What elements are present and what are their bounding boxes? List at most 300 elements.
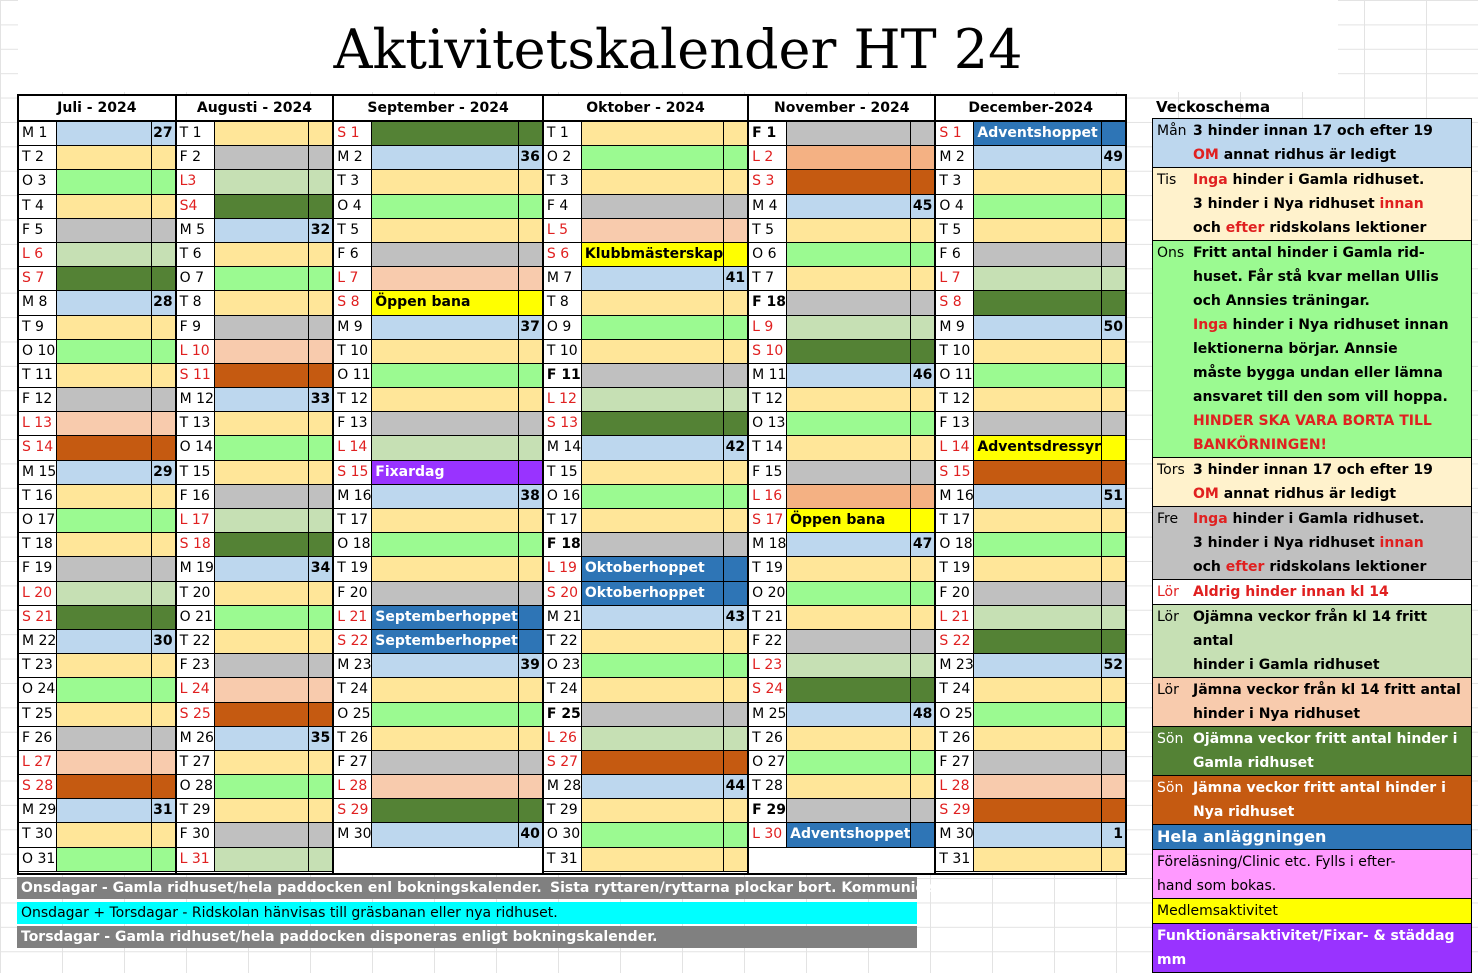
day-row[interactable] — [749, 654, 934, 678]
day-row[interactable] — [749, 170, 934, 194]
day-activity[interactable] — [57, 823, 151, 846]
day-row[interactable] — [544, 436, 747, 460]
day-row[interactable] — [544, 703, 747, 727]
day-activity[interactable] — [57, 436, 151, 459]
day-activity[interactable] — [215, 823, 309, 846]
day-activity[interactable] — [974, 678, 1101, 701]
day-row[interactable] — [749, 267, 934, 291]
day-row[interactable] — [749, 243, 934, 267]
day-activity[interactable] — [787, 412, 910, 435]
day-activity[interactable] — [57, 654, 151, 677]
day-row[interactable] — [19, 195, 175, 219]
day-row[interactable] — [936, 219, 1125, 243]
day-row[interactable] — [177, 799, 333, 823]
day-row[interactable] — [936, 509, 1125, 533]
day-activity[interactable] — [787, 678, 910, 701]
day-row[interactable] — [19, 727, 175, 751]
day-row[interactable] — [936, 195, 1125, 219]
day-activity[interactable] — [787, 606, 910, 629]
day-row[interactable] — [544, 364, 747, 388]
day-row[interactable] — [19, 316, 175, 340]
day-activity[interactable] — [57, 799, 151, 822]
day-row[interactable] — [544, 823, 747, 847]
day-activity[interactable] — [215, 195, 309, 218]
day-activity[interactable] — [215, 219, 309, 242]
day-row[interactable] — [334, 316, 542, 340]
day-activity[interactable] — [215, 630, 309, 653]
day-row[interactable] — [177, 678, 333, 702]
day-row[interactable] — [749, 316, 934, 340]
day-row[interactable] — [334, 509, 542, 533]
day-activity[interactable] — [974, 509, 1101, 532]
day-activity[interactable] — [582, 509, 723, 532]
day-activity[interactable] — [974, 630, 1101, 653]
day-row[interactable] — [749, 799, 934, 823]
day-row[interactable] — [749, 195, 934, 219]
day-activity[interactable] — [974, 848, 1101, 871]
day-activity[interactable] — [372, 316, 518, 339]
day-activity[interactable] — [57, 775, 151, 798]
day-row[interactable] — [177, 485, 333, 509]
day-activity[interactable] — [215, 412, 309, 435]
day-row[interactable] — [177, 267, 333, 291]
day-row[interactable] — [334, 291, 542, 315]
day-row[interactable] — [936, 630, 1125, 654]
day-activity[interactable] — [372, 485, 518, 508]
day-row[interactable] — [936, 316, 1125, 340]
day-row[interactable] — [544, 219, 747, 243]
day-row[interactable] — [936, 848, 1125, 872]
day-row[interactable] — [544, 122, 747, 146]
day-activity[interactable] — [215, 799, 309, 822]
day-activity[interactable]: Oktoberhoppet — [582, 582, 723, 605]
day-activity[interactable] — [57, 848, 151, 871]
day-row[interactable] — [749, 727, 934, 751]
day-row[interactable] — [19, 582, 175, 606]
day-activity[interactable] — [215, 436, 309, 459]
day-activity[interactable] — [582, 461, 723, 484]
day-row[interactable] — [19, 485, 175, 509]
day-activity[interactable] — [215, 461, 309, 484]
day-row[interactable] — [749, 364, 934, 388]
day-row[interactable] — [177, 243, 333, 267]
day-activity[interactable] — [974, 727, 1101, 750]
day-row[interactable] — [544, 316, 747, 340]
day-activity[interactable] — [215, 533, 309, 556]
day-activity[interactable] — [372, 533, 518, 556]
day-row[interactable] — [334, 243, 542, 267]
day-activity[interactable] — [787, 364, 910, 387]
day-activity[interactable] — [57, 146, 151, 169]
day-activity[interactable] — [974, 316, 1101, 339]
day-activity[interactable] — [215, 243, 309, 266]
day-activity[interactable] — [787, 291, 910, 314]
day-activity[interactable] — [372, 799, 518, 822]
day-activity[interactable] — [787, 195, 910, 218]
day-activity[interactable] — [57, 340, 151, 363]
day-row[interactable] — [544, 461, 747, 485]
day-row[interactable] — [749, 122, 934, 146]
day-activity[interactable] — [582, 630, 723, 653]
day-row[interactable] — [749, 219, 934, 243]
day-row[interactable] — [334, 654, 542, 678]
day-activity[interactable] — [787, 751, 910, 774]
day-activity[interactable] — [215, 122, 309, 145]
day-activity[interactable] — [57, 364, 151, 387]
day-activity[interactable] — [787, 316, 910, 339]
day-row[interactable] — [544, 606, 747, 630]
day-row[interactable] — [177, 436, 333, 460]
day-row[interactable] — [749, 823, 934, 847]
day-activity[interactable] — [372, 582, 518, 605]
day-activity[interactable] — [787, 775, 910, 798]
day-activity[interactable] — [787, 557, 910, 580]
day-activity[interactable] — [215, 775, 309, 798]
day-activity[interactable] — [787, 533, 910, 556]
day-row[interactable] — [936, 582, 1125, 606]
day-activity[interactable] — [582, 436, 723, 459]
day-row[interactable] — [19, 678, 175, 702]
day-activity[interactable] — [372, 727, 518, 750]
day-row[interactable] — [177, 195, 333, 219]
day-row[interactable] — [177, 388, 333, 412]
day-activity[interactable] — [974, 219, 1101, 242]
day-activity[interactable] — [57, 606, 151, 629]
day-row[interactable] — [544, 751, 747, 775]
day-row[interactable] — [544, 582, 747, 606]
day-row[interactable] — [936, 606, 1125, 630]
day-activity[interactable]: Öppen bana — [787, 509, 910, 532]
day-row[interactable] — [936, 823, 1125, 847]
day-activity[interactable]: Oktoberhoppet — [582, 557, 723, 580]
day-row[interactable] — [19, 291, 175, 315]
day-activity[interactable] — [582, 727, 723, 750]
day-activity[interactable] — [787, 485, 910, 508]
day-row[interactable] — [177, 509, 333, 533]
day-activity[interactable] — [372, 170, 518, 193]
day-activity[interactable] — [974, 775, 1101, 798]
day-row[interactable] — [936, 412, 1125, 436]
day-activity[interactable] — [974, 388, 1101, 411]
day-activity[interactable] — [372, 751, 518, 774]
day-row[interactable] — [749, 412, 934, 436]
day-row[interactable] — [177, 557, 333, 581]
day-row[interactable] — [544, 170, 747, 194]
day-activity[interactable] — [974, 751, 1101, 774]
day-activity[interactable] — [215, 170, 309, 193]
day-row[interactable] — [544, 557, 747, 581]
day-activity[interactable] — [582, 291, 723, 314]
day-activity[interactable] — [787, 582, 910, 605]
day-row[interactable] — [544, 678, 747, 702]
day-row[interactable] — [334, 195, 542, 219]
day-activity[interactable] — [372, 509, 518, 532]
day-row[interactable] — [19, 219, 175, 243]
day-activity[interactable] — [582, 848, 723, 871]
day-activity[interactable] — [974, 606, 1101, 629]
day-activity[interactable] — [974, 267, 1101, 290]
day-activity[interactable] — [787, 799, 910, 822]
day-row[interactable] — [177, 703, 333, 727]
day-row[interactable] — [19, 533, 175, 557]
day-row[interactable] — [749, 436, 934, 460]
day-row[interactable] — [19, 799, 175, 823]
day-row[interactable] — [544, 533, 747, 557]
day-row[interactable] — [936, 436, 1125, 460]
day-row[interactable] — [19, 775, 175, 799]
day-activity[interactable] — [787, 122, 910, 145]
day-activity[interactable] — [787, 436, 910, 459]
day-activity[interactable] — [582, 146, 723, 169]
day-activity[interactable] — [787, 340, 910, 363]
day-row[interactable] — [334, 267, 542, 291]
day-row[interactable] — [936, 291, 1125, 315]
day-activity[interactable] — [57, 291, 151, 314]
day-activity[interactable] — [215, 291, 309, 314]
day-row[interactable] — [334, 775, 542, 799]
day-activity[interactable] — [974, 582, 1101, 605]
day-activity[interactable] — [787, 703, 910, 726]
day-row[interactable] — [334, 388, 542, 412]
day-row[interactable] — [334, 823, 542, 847]
day-row[interactable] — [936, 557, 1125, 581]
day-row[interactable] — [749, 751, 934, 775]
day-row[interactable] — [749, 703, 934, 727]
day-activity[interactable] — [215, 751, 309, 774]
day-row[interactable] — [936, 799, 1125, 823]
day-activity[interactable] — [215, 557, 309, 580]
day-activity[interactable] — [582, 122, 723, 145]
day-row[interactable] — [749, 606, 934, 630]
day-activity[interactable] — [787, 243, 910, 266]
day-activity[interactable] — [974, 243, 1101, 266]
day-row[interactable] — [177, 291, 333, 315]
day-activity[interactable] — [582, 388, 723, 411]
day-activity[interactable] — [372, 703, 518, 726]
day-activity[interactable] — [57, 485, 151, 508]
day-row[interactable] — [544, 340, 747, 364]
day-row[interactable] — [177, 364, 333, 388]
day-activity[interactable] — [372, 219, 518, 242]
day-activity[interactable] — [582, 170, 723, 193]
day-activity[interactable] — [974, 364, 1101, 387]
day-row[interactable] — [749, 775, 934, 799]
day-activity[interactable] — [372, 775, 518, 798]
day-activity[interactable] — [57, 461, 151, 484]
day-activity[interactable] — [974, 412, 1101, 435]
day-activity[interactable] — [372, 388, 518, 411]
day-row[interactable] — [177, 412, 333, 436]
day-row[interactable] — [334, 727, 542, 751]
day-activity[interactable] — [582, 340, 723, 363]
day-activity[interactable] — [582, 316, 723, 339]
day-activity[interactable]: Klubbmästerskap — [582, 243, 723, 266]
day-row[interactable] — [334, 703, 542, 727]
day-row[interactable] — [334, 436, 542, 460]
day-activity[interactable] — [582, 823, 723, 846]
day-row[interactable] — [749, 485, 934, 509]
day-activity[interactable]: Adventshoppet — [974, 122, 1101, 145]
day-activity[interactable] — [215, 485, 309, 508]
day-activity[interactable] — [57, 678, 151, 701]
day-activity[interactable] — [57, 195, 151, 218]
day-row[interactable] — [544, 727, 747, 751]
day-activity[interactable] — [582, 703, 723, 726]
day-row[interactable] — [19, 436, 175, 460]
day-row[interactable] — [19, 509, 175, 533]
day-activity[interactable] — [582, 412, 723, 435]
day-activity[interactable] — [57, 582, 151, 605]
day-activity[interactable] — [582, 364, 723, 387]
day-activity[interactable] — [372, 364, 518, 387]
day-activity[interactable] — [215, 364, 309, 387]
day-row[interactable] — [177, 751, 333, 775]
day-activity[interactable] — [372, 340, 518, 363]
day-activity[interactable] — [215, 654, 309, 677]
day-activity[interactable] — [974, 340, 1101, 363]
day-row[interactable] — [177, 340, 333, 364]
day-activity[interactable] — [974, 823, 1101, 846]
day-activity[interactable] — [372, 557, 518, 580]
day-row[interactable] — [544, 388, 747, 412]
day-activity[interactable]: Fixardag — [372, 461, 518, 484]
day-activity[interactable]: Septemberhoppet — [372, 606, 518, 629]
day-row[interactable] — [334, 678, 542, 702]
day-row[interactable] — [334, 606, 542, 630]
day-row[interactable] — [177, 775, 333, 799]
day-activity[interactable]: Adventshoppet — [787, 823, 910, 846]
day-row[interactable] — [936, 388, 1125, 412]
day-row[interactable] — [334, 340, 542, 364]
day-row[interactable] — [177, 630, 333, 654]
day-row[interactable] — [177, 823, 333, 847]
day-row[interactable] — [334, 485, 542, 509]
day-row[interactable] — [177, 582, 333, 606]
day-row[interactable] — [177, 533, 333, 557]
day-row[interactable] — [177, 146, 333, 170]
day-row[interactable] — [177, 316, 333, 340]
day-row[interactable] — [19, 340, 175, 364]
day-activity[interactable] — [57, 243, 151, 266]
day-activity[interactable] — [787, 146, 910, 169]
day-activity[interactable] — [582, 533, 723, 556]
day-row[interactable] — [936, 364, 1125, 388]
day-row[interactable] — [19, 654, 175, 678]
day-row[interactable] — [544, 848, 747, 872]
day-activity[interactable] — [372, 122, 518, 145]
day-activity[interactable] — [372, 146, 518, 169]
day-activity[interactable] — [57, 533, 151, 556]
day-activity[interactable] — [372, 412, 518, 435]
day-row[interactable] — [936, 170, 1125, 194]
day-activity[interactable] — [787, 727, 910, 750]
day-activity[interactable] — [372, 436, 518, 459]
day-activity[interactable] — [215, 340, 309, 363]
day-row[interactable] — [544, 267, 747, 291]
day-activity[interactable] — [215, 146, 309, 169]
day-activity[interactable] — [215, 582, 309, 605]
day-activity[interactable] — [215, 703, 309, 726]
day-row[interactable] — [749, 146, 934, 170]
day-activity[interactable] — [787, 267, 910, 290]
day-activity[interactable] — [57, 170, 151, 193]
day-row[interactable] — [334, 364, 542, 388]
day-row[interactable] — [19, 146, 175, 170]
day-activity[interactable] — [787, 630, 910, 653]
day-row[interactable] — [936, 654, 1125, 678]
day-activity[interactable] — [372, 678, 518, 701]
day-row[interactable] — [177, 848, 333, 872]
day-row[interactable] — [936, 678, 1125, 702]
day-row[interactable] — [749, 340, 934, 364]
day-activity[interactable] — [974, 799, 1101, 822]
day-activity[interactable] — [215, 316, 309, 339]
day-row[interactable] — [177, 606, 333, 630]
day-row[interactable] — [749, 630, 934, 654]
day-row[interactable] — [19, 848, 175, 872]
day-activity[interactable] — [215, 388, 309, 411]
day-activity[interactable] — [215, 678, 309, 701]
day-row[interactable] — [749, 461, 934, 485]
day-row[interactable] — [544, 799, 747, 823]
day-row[interactable] — [334, 751, 542, 775]
day-activity[interactable] — [974, 485, 1101, 508]
day-row[interactable] — [544, 509, 747, 533]
day-row[interactable] — [19, 122, 175, 146]
day-row[interactable] — [334, 533, 542, 557]
day-row[interactable] — [544, 654, 747, 678]
day-activity[interactable] — [582, 485, 723, 508]
day-row[interactable] — [544, 630, 747, 654]
day-row[interactable] — [936, 146, 1125, 170]
day-activity[interactable]: Adventsdressyr — [974, 436, 1101, 459]
day-activity[interactable]: Öppen bana — [372, 291, 518, 314]
day-activity[interactable] — [57, 557, 151, 580]
day-activity[interactable] — [974, 557, 1101, 580]
day-activity[interactable] — [372, 654, 518, 677]
day-row[interactable] — [544, 146, 747, 170]
day-row[interactable] — [334, 122, 542, 146]
day-row[interactable] — [19, 170, 175, 194]
day-row[interactable] — [936, 751, 1125, 775]
day-row[interactable] — [936, 340, 1125, 364]
day-activity[interactable] — [974, 461, 1101, 484]
day-row[interactable] — [334, 219, 542, 243]
day-row[interactable] — [19, 557, 175, 581]
day-row[interactable] — [334, 582, 542, 606]
day-row[interactable] — [936, 533, 1125, 557]
day-activity[interactable] — [582, 678, 723, 701]
day-activity[interactable] — [974, 195, 1101, 218]
day-row[interactable] — [19, 630, 175, 654]
day-row[interactable] — [749, 533, 934, 557]
day-row[interactable] — [177, 122, 333, 146]
day-row[interactable] — [19, 243, 175, 267]
day-row[interactable] — [936, 243, 1125, 267]
day-row[interactable] — [544, 195, 747, 219]
day-activity[interactable] — [372, 823, 518, 846]
day-row[interactable] — [544, 412, 747, 436]
day-row[interactable] — [334, 170, 542, 194]
day-activity[interactable] — [372, 195, 518, 218]
day-activity[interactable] — [974, 533, 1101, 556]
day-activity[interactable] — [57, 751, 151, 774]
day-row[interactable] — [177, 461, 333, 485]
day-row[interactable] — [749, 582, 934, 606]
day-activity[interactable] — [787, 170, 910, 193]
day-activity[interactable] — [582, 606, 723, 629]
day-activity[interactable] — [57, 219, 151, 242]
